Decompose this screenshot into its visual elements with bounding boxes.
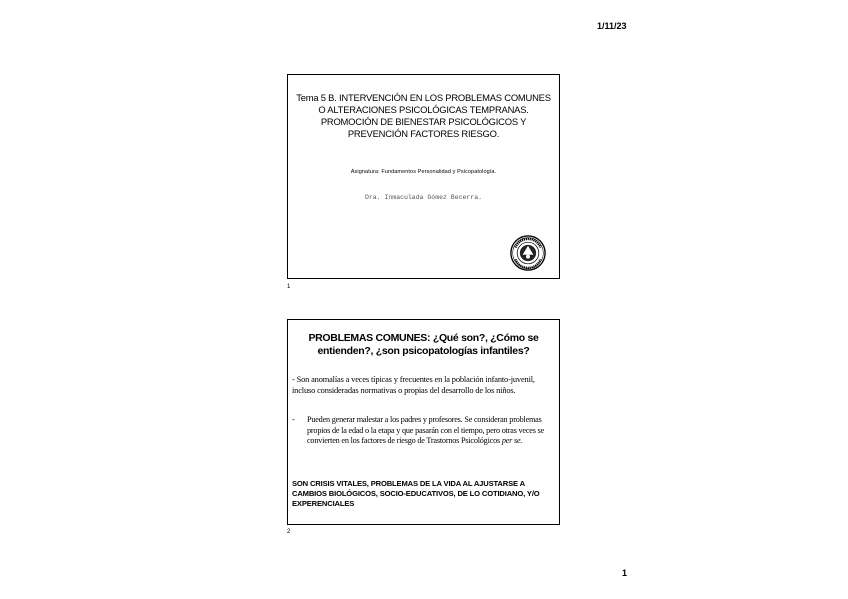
university-seal-icon <box>510 235 546 271</box>
slide-1-title: Tema 5 B. INTERVENCIÓN EN LOS PROBLEMAS COMUNES O ALTERACIONES PSICOLÓGICAS TEMPRANAS. PROMOCIÓN DE BIENESTAR PSICOLÓGICOS Y PREVENCIÓN FACTORES RIESGO. <box>296 92 551 139</box>
slide-2-bullet <box>292 415 554 447</box>
page-number: 1 <box>622 568 628 578</box>
slide-1 <box>287 74 560 279</box>
bullet-content <box>307 415 554 447</box>
bullet-italic-text: per se. <box>501 436 523 445</box>
slide-1-author: Dra. Inmaculada Gómez Becerra. <box>364 194 483 201</box>
bullet-marker: - <box>292 415 295 424</box>
slide-2-intro: - Son anomalías a veces típicas y frecuentes en la población infanto-juvenil, incluso consideradas normativas o propias del desarrollo de los niños. <box>292 375 535 395</box>
slide-2-number: 2 <box>287 529 291 535</box>
slide-1-number: 1 <box>287 284 291 290</box>
bullet-text: Pueden generar malestar a los padres y profesores. Se consideran problemas propios de la edad o la etapa y que pasarán con el tiempo, pero otras veces se convierten en los factores de riesgo de Trastornos Psicológicos <box>307 415 544 445</box>
slide-2 <box>287 319 560 525</box>
slide-2-footer: SON CRISIS VITALES, PROBLEMAS DE LA VIDA AL AJUSTARSE A CAMBIOS BIOLÓGICOS, SOCIO-EDUCATIVOS, DE LO COTIDIANO, Y/O EXPERENCIALES <box>292 479 540 508</box>
header-date: 1/11/23 <box>597 21 627 31</box>
slide-1-subject: Asignatura: Fundamentos Personalidad y Psicopatología. <box>350 169 497 175</box>
slide-2-title: PROBLEMAS COMUNES: ¿Qué son?, ¿Cómo se entienden?, ¿son psicopatologías infantiles? <box>308 332 539 357</box>
